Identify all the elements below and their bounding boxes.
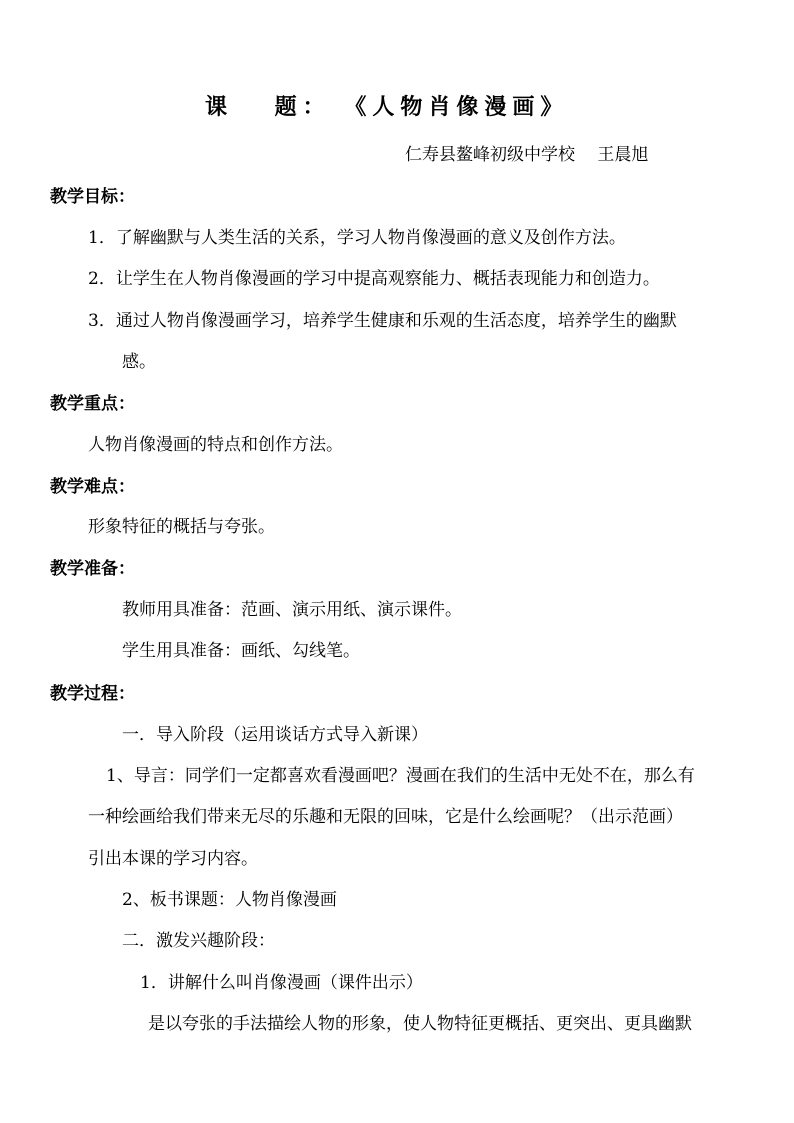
process-line-2: 1、导言：同学们一定都喜欢看漫画吧？漫画在我们的生活中无处不在，那么有 — [106, 766, 695, 786]
difficulties-heading: 教学难点： — [50, 477, 135, 497]
process-line-4: 引出本课的学习内容。 — [88, 849, 258, 869]
goal-item-2: 2．让学生在人物肖像漫画的学习中提高观察能力、概括表现能力和创造力。 — [88, 269, 660, 289]
process-line-5: 2、板书课题：人物肖像漫画 — [122, 890, 337, 910]
process-line-6: 二．激发兴趣阶段： — [122, 931, 275, 951]
doc-title: 课 题： 《人物肖像漫画》 — [205, 94, 569, 120]
difficulties-text: 形象特征的概括与夸张。 — [88, 517, 275, 537]
process-line-8: 是以夸张的手法描绘人物的形象，使人物特征更概括、更突出、更具幽默 — [148, 1014, 692, 1034]
goals-heading: 教学目标： — [50, 187, 135, 207]
process-line-3: 一种绘画给我们带来无尽的乐趣和无限的回味，它是什么绘画呢？（出示范画） — [88, 807, 683, 827]
keypoints-text: 人物肖像漫画的特点和创作方法。 — [88, 435, 343, 455]
process-line-1: 一．导入阶段（运用谈话方式导入新课） — [122, 725, 428, 745]
author-line: 仁寿县鳌峰初级中学校 王晨旭 — [405, 145, 649, 165]
preparation-student: 学生用具准备：画纸、勾线笔。 — [122, 641, 360, 661]
process-line-7: 1．讲解什么叫肖像漫画（课件出示） — [140, 973, 423, 993]
keypoints-heading: 教学重点： — [50, 394, 135, 414]
preparation-heading: 教学准备： — [50, 559, 135, 579]
process-heading: 教学过程： — [50, 684, 135, 704]
preparation-teacher: 教师用具准备：范画、演示用纸、演示课件。 — [122, 600, 462, 620]
goal-item-1: 1．了解幽默与人类生活的关系，学习人物肖像漫画的意义及创作方法。 — [88, 228, 626, 248]
goal-item-3-cont: 感。 — [122, 352, 156, 372]
goal-item-3: 3．通过人物肖像漫画学习，培养学生健康和乐观的生活态度，培养学生的幽默 — [88, 311, 677, 331]
